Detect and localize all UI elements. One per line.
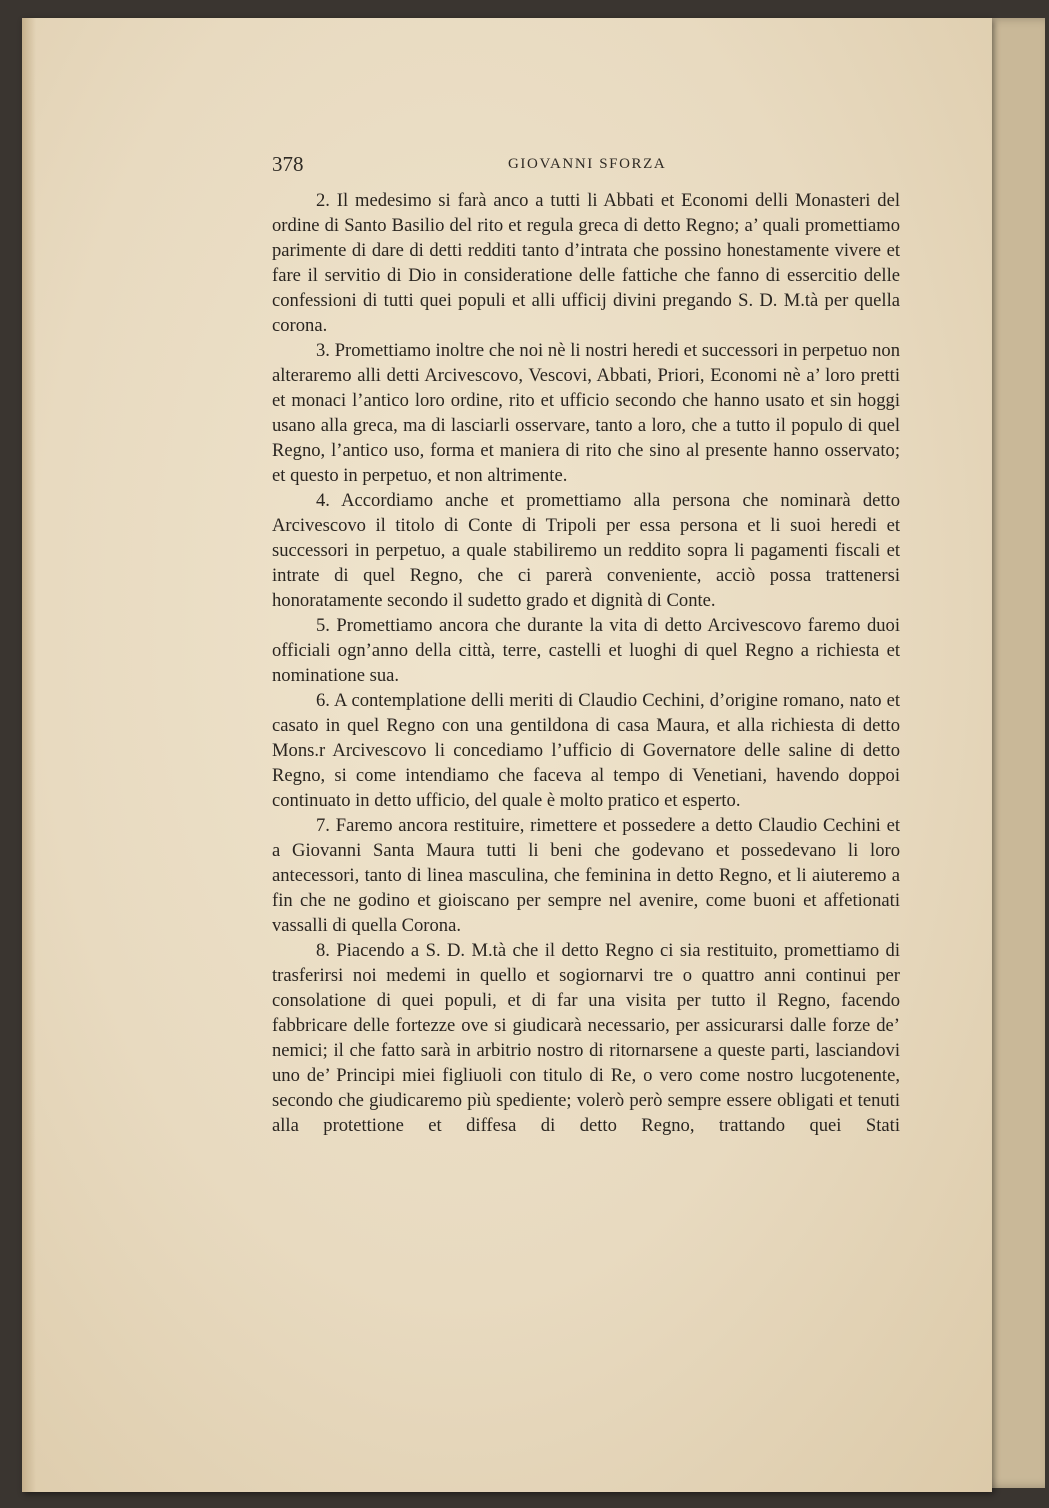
- paragraph-8: 8. Piacendo a S. D. M.tà che il detto Regno ci sia restituito, promettiamo di trasferirsi noi medemi in quello et sogiornarvi tre o quattro anni continui per consolatione di quei populi, et di far una visita per tutto il Regno, facendo fabbricare delle fortezze ove si giudicarà necessario, per assicurarsi dalle forze de’ nemici; il che fatto sarà in arbitrio nostro di ritornarsene a queste parti, lasciandovi uno de’ Principi miei figliuoli con titulo di Re, o vero come nostro lucgotenente, secondo che giudicaremo più spediente; volerò però sempre essere obligati et tenuti alla protettione et diffesa di detto Regno, trattando quei Stati: [272, 940, 900, 1136]
- page-header: [272, 150, 900, 186]
- running-head: GIOVANNI SFORZA: [508, 156, 667, 172]
- paragraph-4: 4. Accordiamo anche et promettiamo alla persona che nominarà detto Arcivescovo il titolo di Conte di Tripoli per essa persona et li suoi heredi et successori in perpetuo, a quale stabiliremo un reddito sopra li pagamenti fiscali et intrate di quel Regno, che ci parerà conveniente, acciò possa trattenersi honoratamente secondo il sudetto grado et dignità di Conte.: [272, 490, 900, 611]
- paragraph-7: 7. Faremo ancora restituire, rimettere et possedere a detto Claudio Cechini et a Giovanni Santa Maura tutti li beni che godevano et possedevano li loro antecessori, tanto di linea masculina, che feminina in detto Regno, et li aiuteremo a fin che ne godino et gioiscano per sempre nel avenire, come buoni et affetionati vassalli di quella Corona.: [272, 815, 900, 936]
- page-number: 378: [272, 152, 304, 176]
- body-text: [272, 188, 900, 1138]
- page-gutter-shadow: [22, 18, 36, 1492]
- paragraph-5: 5. Promettiamo ancora che durante la vita di detto Arcivescovo faremo duoi officiali ogn’anno della città, terre, castelli et luoghi di quel Regno a richiesta et nominatione sua.: [272, 615, 900, 686]
- paragraph-3: 3. Promettiamo inoltre che noi nè li nostri heredi et successori in perpetuo non alteraremo alli detti Arcivescovo, Vescovi, Abbati, Priori, Economi nè a’ loro pretti et monaci l’antico loro ordine, rito et ufficio secondo che hanno usato et sin hoggi usano alla greca, ma di lasciarli osservare, tanto a loro, che a tutto il populo di quel Regno, l’antico uso, forma et maniera di rito che sino al presente hanno osservato; et questo in perpetuo, et non altrimente.: [272, 340, 900, 486]
- paragraph-2: 2. Il medesimo si farà anco a tutti li Abbati et Economi delli Monasteri del ordine di Santo Basilio del rito et regula greca di detto Regno; a’ quali promettiamo parimente di dare di detti redditi tanto d’intrata che possino honestamente vivere et fare il servitio di Dio in consideratione delle fattiche che fanno di essercitio delle confessioni di tutti quei populi et alli ufficij divini pregando S. D. M.tà per quella corona.: [272, 190, 900, 336]
- paragraph-6: 6. A contemplatione delli meriti di Claudio Cechini, d’origine romano, nato et casato in quel Regno con una gentildona di casa Maura, et alla richiesta di detto Mons.r Arcivescovo li concediamo l’ufficio di Governatore delle saline di detto Regno, si come intendiamo che faceva al tempo di Venetiani, havendo doppoi continuato in detto ufficio, del quale è molto pratico et esperto.: [272, 690, 900, 811]
